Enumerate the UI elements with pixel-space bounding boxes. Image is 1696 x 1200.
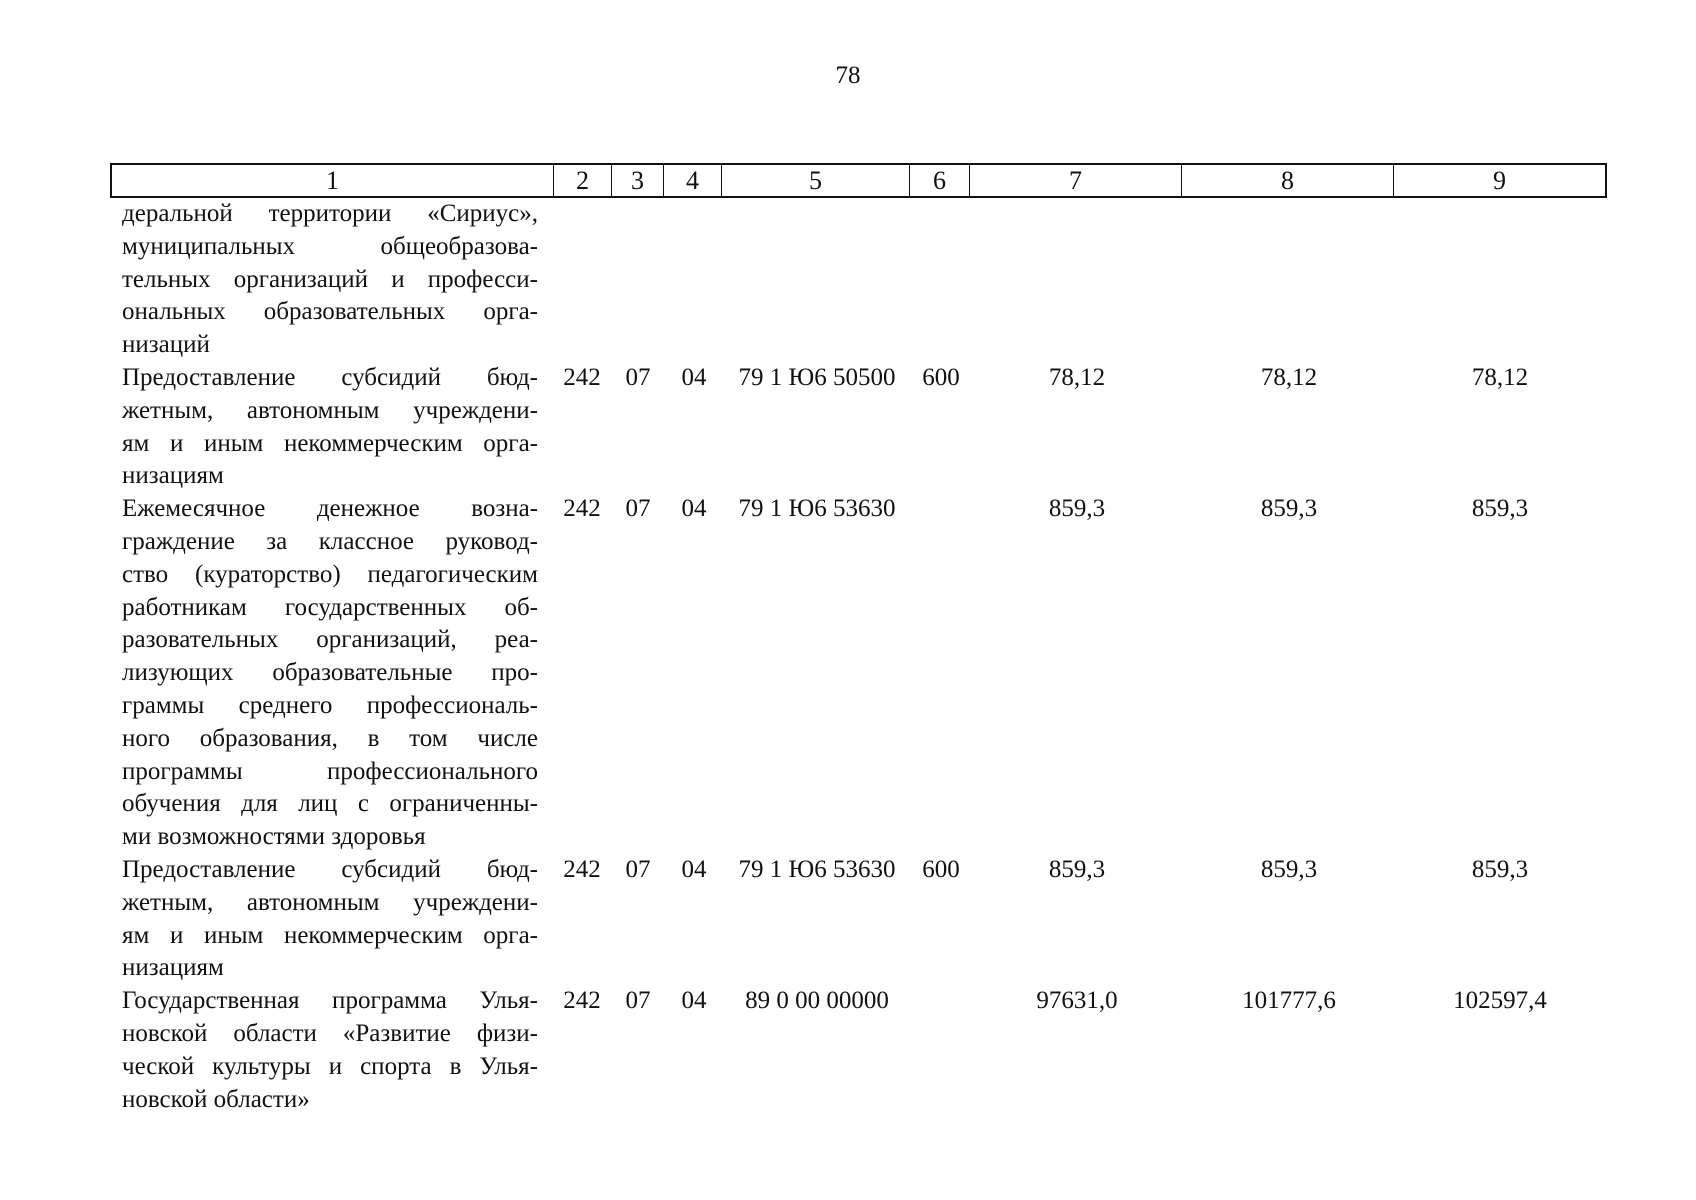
column-header-8: 8 xyxy=(1181,165,1393,196)
cell-col-4: 04 xyxy=(681,855,707,883)
cell-col-7: 78,12 xyxy=(1048,363,1106,391)
description-line: программы профессионального xyxy=(122,757,538,785)
description-line: граммы среднего профессиональ- xyxy=(122,691,538,719)
cell-col-8: 859,3 xyxy=(1260,495,1318,523)
cell-col-8: 101777,6 xyxy=(1242,987,1336,1015)
cell-col-3: 07 xyxy=(625,495,651,523)
cell-col-7: 97631,0 xyxy=(1036,987,1118,1015)
description-line: низациям xyxy=(122,462,224,490)
cell-col-6: 600 xyxy=(922,363,960,391)
table-body xyxy=(0,198,1696,1116)
cell-col-9: 859,3 xyxy=(1471,855,1529,883)
column-header-2: 2 xyxy=(553,165,611,196)
column-header-7: 7 xyxy=(969,165,1181,196)
cell-col-2: 242 xyxy=(563,363,601,391)
table-row xyxy=(0,198,1696,362)
description-line: разовательных организаций, реа- xyxy=(122,626,538,654)
cell-col-7: 859,3 xyxy=(1048,495,1106,523)
row-description xyxy=(122,854,538,985)
row-description xyxy=(122,985,538,1116)
cell-col-4: 04 xyxy=(681,495,707,523)
description-line: ство (кураторство) педагогическим xyxy=(122,560,538,588)
cell-col-3: 07 xyxy=(625,855,651,883)
cell-col-3: 07 xyxy=(625,987,651,1015)
column-header-5: 5 xyxy=(721,165,909,196)
description-line: низаций xyxy=(122,331,210,359)
cell-col-5: 89 0 00 00000 xyxy=(745,987,889,1015)
description-line: ям и иным некоммерческим орга- xyxy=(122,921,538,949)
description-line: новской области «Развитие физи- xyxy=(122,1019,538,1047)
description-line: Государственная программа Улья- xyxy=(122,987,538,1015)
column-header-9: 9 xyxy=(1393,165,1605,196)
row-description xyxy=(122,493,538,854)
cell-col-8: 78,12 xyxy=(1260,363,1318,391)
cell-col-2: 242 xyxy=(563,987,601,1015)
description-line: Ежемесячное денежное возна- xyxy=(122,495,538,523)
table-column-header xyxy=(110,163,1607,198)
description-line: лизующих образовательные про- xyxy=(122,659,538,687)
column-header-6: 6 xyxy=(909,165,969,196)
cell-col-8: 859,3 xyxy=(1260,855,1318,883)
description-line: тельных организаций и професси- xyxy=(122,265,538,293)
column-header-4: 4 xyxy=(663,165,721,196)
description-line: ного образования, в том числе xyxy=(122,724,538,752)
table-row xyxy=(0,985,1696,1116)
cell-col-7: 859,3 xyxy=(1048,855,1106,883)
column-header-1: 1 xyxy=(326,166,339,195)
cell-col-9: 78,12 xyxy=(1471,363,1529,391)
description-line: Предоставление субсидий бюд- xyxy=(122,363,538,391)
cell-col-6: 600 xyxy=(922,855,960,883)
description-line: работникам государственных об- xyxy=(122,593,538,621)
description-line: Предоставление субсидий бюд- xyxy=(122,855,538,883)
cell-col-9: 859,3 xyxy=(1471,495,1529,523)
cell-col-4: 04 xyxy=(681,363,707,391)
description-line: жетным, автономным учреждени- xyxy=(122,396,538,424)
table-row xyxy=(0,854,1696,985)
description-line: деральной территории «Сириус», xyxy=(122,200,538,227)
description-line: низациям xyxy=(122,954,224,982)
column-header-3: 3 xyxy=(611,165,663,196)
page-number: 78 xyxy=(835,62,861,89)
cell-col-5: 79 1 Ю6 53630 xyxy=(738,855,896,883)
description-line: ональных образовательных орга- xyxy=(122,298,538,326)
cell-col-9: 102597,4 xyxy=(1453,987,1547,1015)
description-line: новской области» xyxy=(122,1085,310,1113)
description-line: ям и иным некоммерческим орга- xyxy=(122,429,538,457)
description-line: обучения для лиц с ограниченны- xyxy=(122,790,538,818)
table-row xyxy=(0,362,1696,493)
row-description xyxy=(122,198,538,362)
description-line: муниципальных общеобразова- xyxy=(122,232,538,260)
description-line: ми возможностями здоровья xyxy=(122,823,426,851)
row-description xyxy=(122,362,538,493)
cell-col-5: 79 1 Ю6 53630 xyxy=(738,495,896,523)
cell-col-5: 79 1 Ю6 50500 xyxy=(738,363,896,391)
cell-col-2: 242 xyxy=(563,855,601,883)
description-line: граждение за классное руковод- xyxy=(122,527,538,555)
cell-col-3: 07 xyxy=(625,363,651,391)
cell-col-4: 04 xyxy=(681,987,707,1015)
cell-col-2: 242 xyxy=(563,495,601,523)
table-row xyxy=(0,493,1696,854)
description-line: жетным, автономным учреждени- xyxy=(122,888,538,916)
description-line: ческой культуры и спорта в Улья- xyxy=(122,1052,538,1080)
